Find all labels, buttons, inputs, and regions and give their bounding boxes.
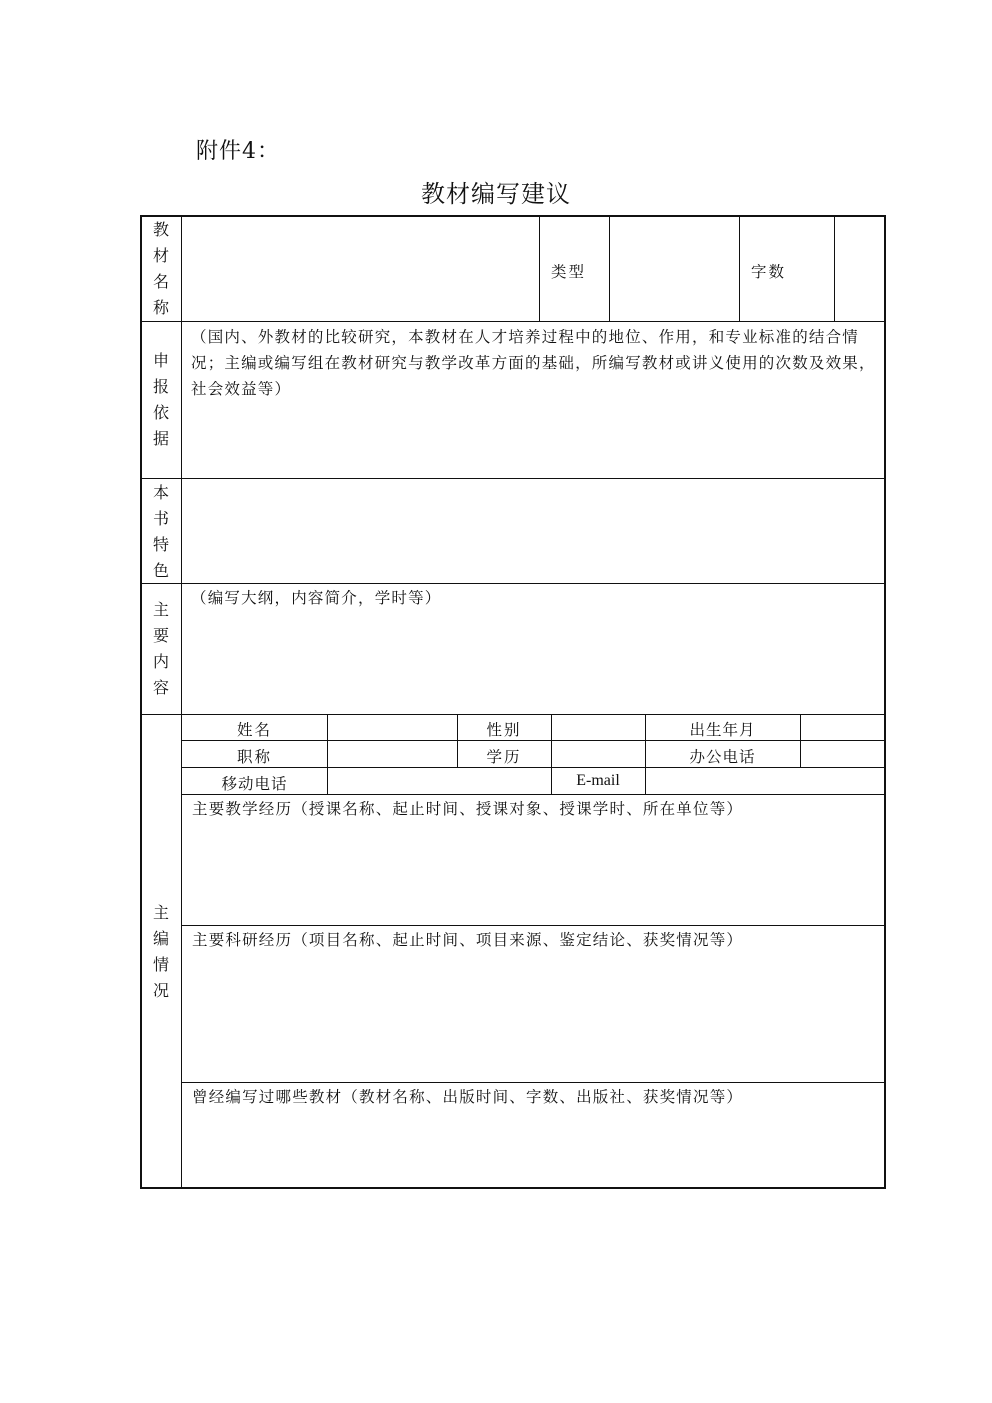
label-char: 色 — [152, 561, 169, 580]
label-char: 依 — [152, 403, 169, 422]
label-char: 情 — [152, 955, 169, 974]
textbook-name-label — [141, 217, 181, 321]
form-title: 教材编写建议 — [421, 180, 571, 208]
mobile-label: 移动电话 — [221, 775, 288, 793]
grid-line — [182, 794, 885, 795]
book-features-label — [141, 480, 181, 584]
application-basis-note: （国内、外教材的比较研究，本教材在人才培养过程中的地位、作用，和专业标准的结合情况；主编或编写组在教材研究与教学改革方面的基础，所编写教材或讲义使用的次数及效果，社会效益等） — [191, 328, 876, 398]
education-label: 学历 — [486, 748, 522, 766]
editor-info-label — [141, 900, 181, 1004]
label-char: 编 — [152, 929, 169, 948]
cell-divider — [834, 216, 835, 321]
type-label: 类型 — [551, 263, 587, 281]
label-char: 称 — [152, 298, 169, 317]
row-divider — [141, 714, 885, 715]
attachment-label: 附件4： — [196, 139, 280, 164]
label-char: 特 — [152, 535, 169, 554]
label-char: 材 — [152, 246, 169, 265]
label-char: 主 — [152, 903, 169, 922]
email-label: E-mail — [576, 772, 620, 789]
label-char: 报 — [152, 377, 169, 396]
birth-label: 出生年月 — [689, 721, 756, 739]
label-char: 据 — [152, 429, 169, 448]
cell-divider — [539, 216, 540, 321]
label-char: 本 — [152, 483, 169, 502]
application-basis-label — [141, 348, 181, 452]
name-label: 姓名 — [236, 721, 272, 739]
grid-line — [182, 1082, 885, 1083]
label-column-divider — [181, 216, 182, 1188]
teaching-experience-note: 主要教学经历（授课名称、起止时间、授课对象、授课学时、所在单位等） — [192, 800, 744, 818]
cell-divider — [739, 216, 740, 321]
label-char: 况 — [152, 981, 169, 1000]
word-count-label: 字数 — [751, 263, 787, 281]
label-char: 书 — [152, 509, 169, 528]
cell-divider — [609, 216, 610, 321]
title-label: 职称 — [236, 748, 272, 766]
grid-line — [800, 715, 801, 767]
grid-line — [182, 740, 885, 741]
grid-line — [182, 925, 885, 926]
grid-line — [327, 715, 328, 794]
previous-textbooks-note: 曾经编写过哪些教材（教材名称、出版时间、字数、出版社、获奖情况等） — [192, 1088, 744, 1106]
label-char: 主 — [152, 600, 169, 619]
research-experience-note: 主要科研经历（项目名称、起止时间、项目来源、鉴定结论、获奖情况等） — [192, 931, 744, 949]
label-char: 容 — [152, 678, 169, 697]
label-char: 教 — [152, 220, 169, 239]
office-phone-label: 办公电话 — [689, 748, 756, 766]
label-char: 申 — [152, 351, 169, 370]
label-char: 名 — [152, 272, 169, 291]
row-divider — [141, 478, 885, 479]
row-divider — [141, 583, 885, 584]
grid-line — [182, 767, 885, 768]
main-content-note: （编写大纲，内容简介，学时等） — [191, 589, 442, 607]
label-char: 要 — [152, 626, 169, 645]
label-char: 内 — [152, 652, 169, 671]
main-content-label — [141, 597, 181, 701]
gender-label: 性别 — [486, 721, 522, 739]
row-divider — [141, 321, 885, 322]
